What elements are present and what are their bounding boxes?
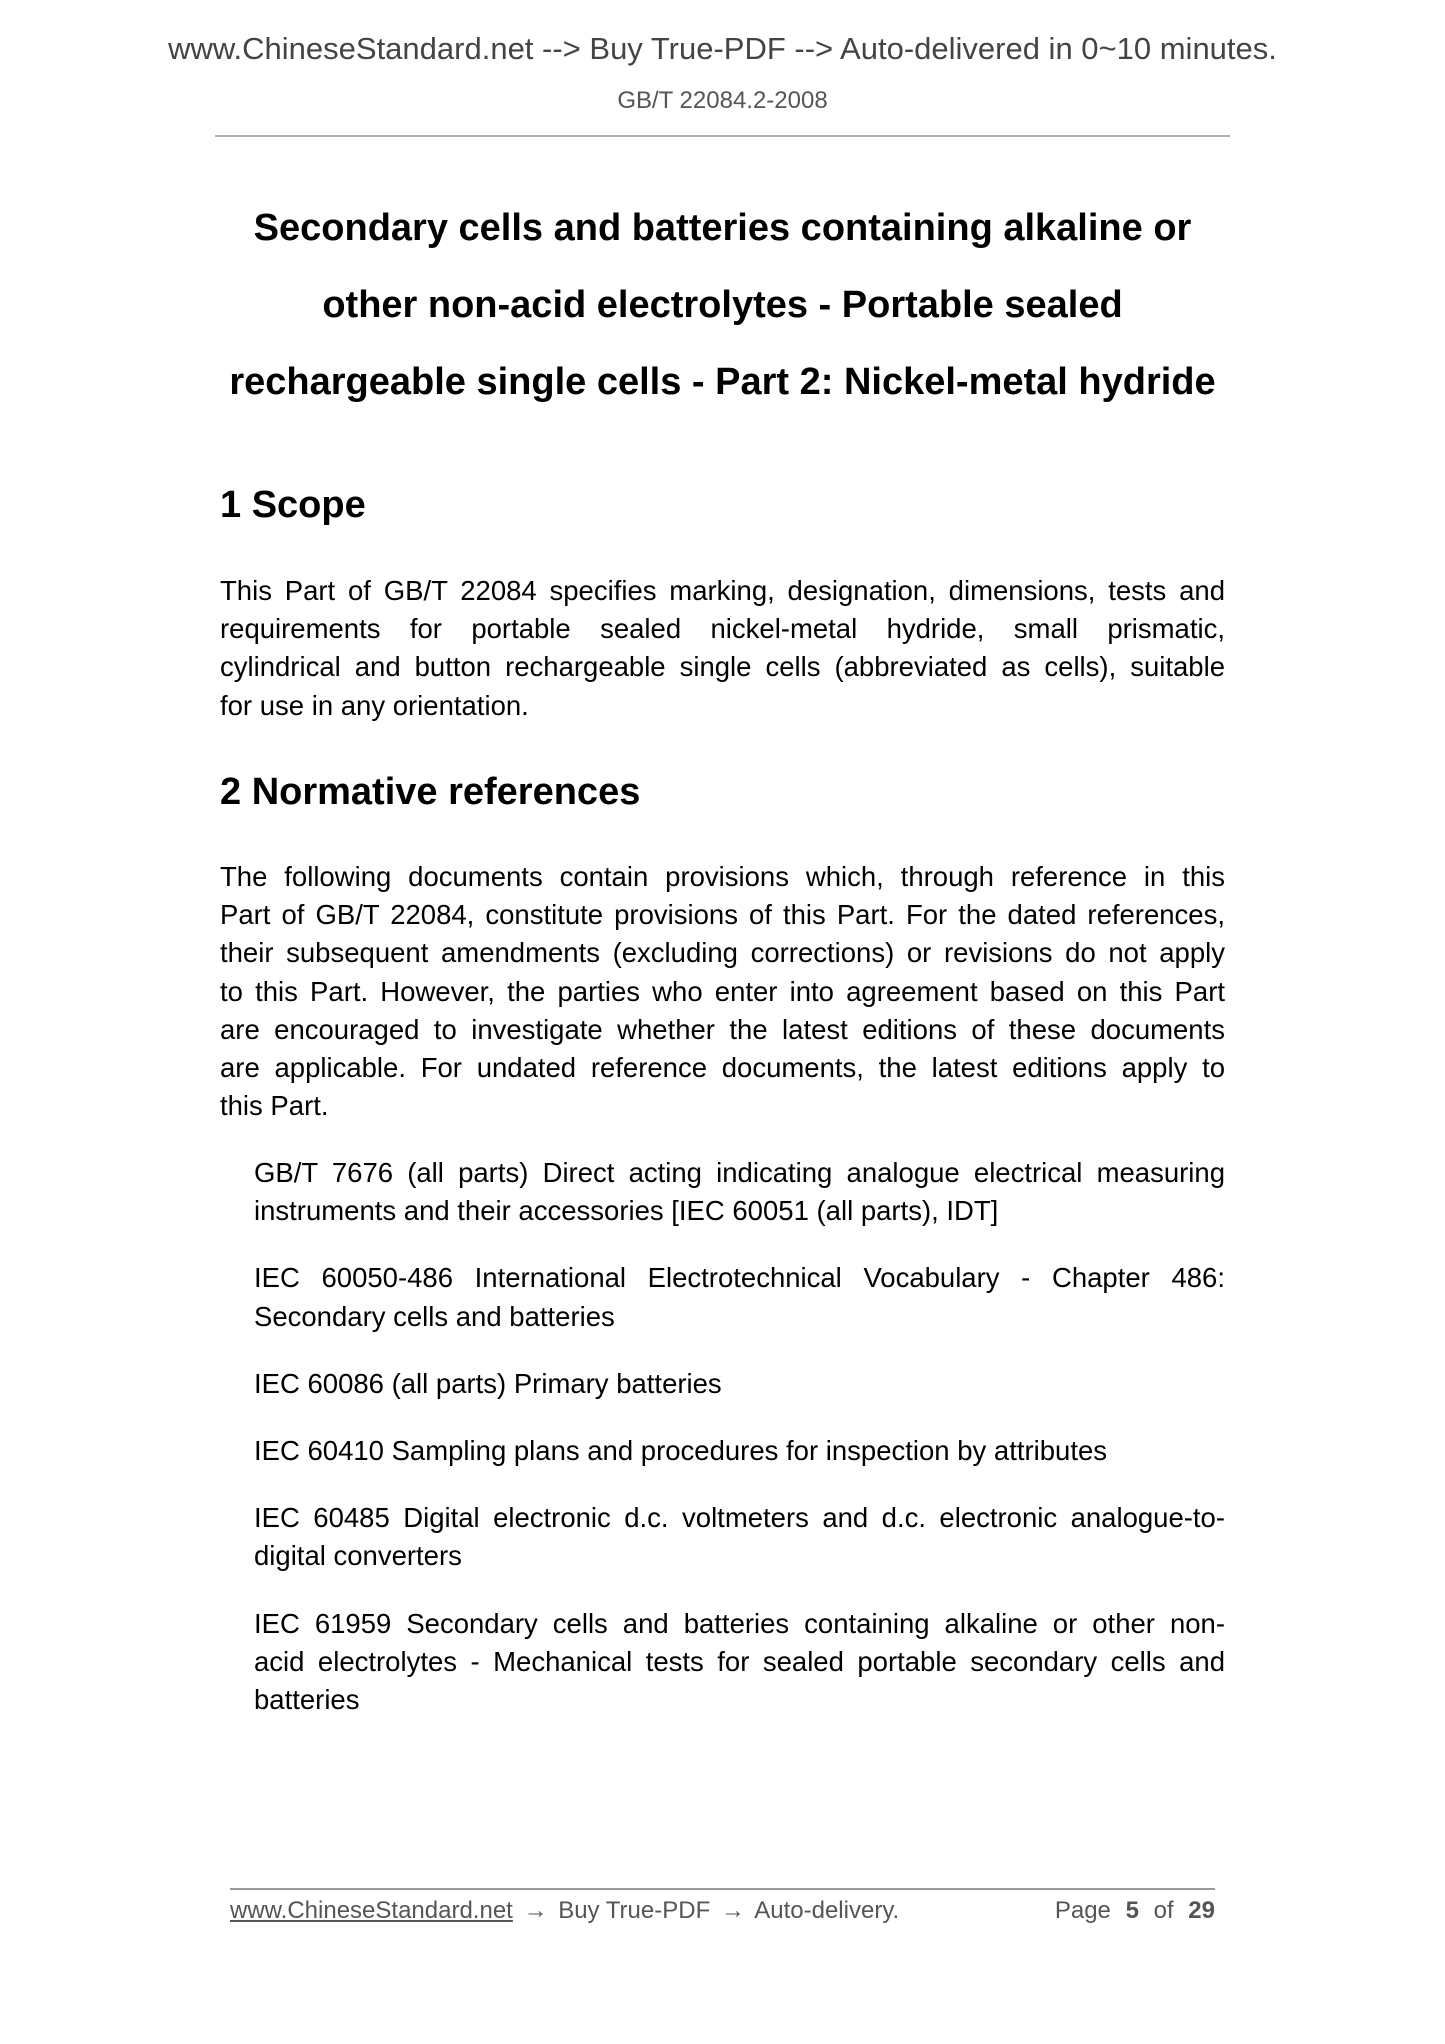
text-line: IEC 60485 Digital electronic d.c. voltmeters and d.c. electronic analogue-to- [254,1502,1225,1534]
text-line: are applicable. For undated reference documents, the latest editions apply to [220,1052,1225,1084]
footer-buy-text: Buy True-PDF [558,1897,711,1924]
text-line: digital converters [254,1540,462,1572]
text-line: for use in any orientation. [220,689,529,721]
page-label: Page [1054,1897,1111,1924]
current-page-number: 5 [1125,1897,1139,1924]
page-of-label: of [1153,1897,1174,1924]
page-indicator [1055,1896,1215,1926]
text-line: cylindrical and button rechargeable single cells (abbreviated as cells), suitable [220,651,1225,683]
text-line: IEC 60086 (all parts) Primary batteries [254,1367,722,1399]
text-line: instruments and their accessories [IEC 60051 (all parts), IDT] [254,1195,999,1227]
normative-references-paragraph [220,858,1225,1125]
text-line: to this Part. However, the parties who enter into agreement based on this Part [220,975,1225,1007]
text-line: IEC 60050-486 International Electrotechnical Vocabulary - Chapter 486: [254,1262,1225,1294]
title-line: other non-acid electrolytes - Portable sealed [322,284,1123,326]
footer-delivery-text: Auto-delivery. [754,1897,900,1924]
reference-item-iec-60050-486 [254,1259,1225,1335]
document-title [220,190,1225,421]
text-line: The following documents contain provisions which, through reference in this [220,861,1225,892]
text-line: requirements for portable sealed nickel-metal hydride, small prismatic, [220,613,1225,645]
text-line: GB/T 7676 (all parts) Direct acting indicating analogue electrical measuring [254,1157,1225,1188]
text-line: batteries [254,1684,360,1716]
text-line: their subsequent amendments (excluding corrections) or revisions do not apply [220,937,1225,969]
text-line: Part of GB/T 22084, constitute provisions of this Part. For the dated references, [220,899,1225,931]
reference-list [254,1154,1225,1748]
reference-item-iec-60485 [254,1499,1225,1575]
reference-item-gbt-7676 [254,1154,1225,1230]
text-line: acid electrolytes - Mechanical tests for sealed portable secondary cells and [254,1645,1225,1677]
text-line: This Part of GB/T 22084 specifies marking, designation, dimensions, tests and [220,575,1225,606]
arrow-right-icon: → [523,1897,548,1924]
text-line: are encouraged to investigate whether the latest editions of these documents [220,1013,1225,1045]
scope-paragraph [220,572,1225,725]
title-line: Secondary cells and batteries containing alkaline or [253,207,1192,249]
text-line: IEC 60410 Sampling plans and procedures for inspection by attributes [254,1435,1108,1467]
footer-divider [230,1888,1215,1890]
text-line: this Part. [220,1090,329,1122]
chinesestandard-link[interactable]: www.ChineseStandard.net [230,1897,513,1924]
reference-item-iec-60086 [254,1365,1225,1403]
text-line: Secondary cells and batteries [254,1300,615,1332]
reference-item-iec-61959 [254,1605,1225,1720]
document-code: GB/T 22084.2-2008 [617,87,828,114]
header-divider [215,135,1230,137]
text-line: IEC 61959 Secondary cells and batteries containing alkaline or other non- [254,1607,1225,1639]
section-heading-normative-references: 2 Normative references [220,771,641,813]
top-banner: www.ChineseStandard.net --> Buy True-PDF --> Auto-delivered in 0~10 minutes. [168,31,1277,66]
arrow-right-icon: → [720,1897,745,1924]
title-line: rechargeable single cells - Part 2: Nickel-metal hydride [229,361,1216,403]
page-footer [230,1896,1215,1926]
total-page-count: 29 [1188,1897,1215,1924]
reference-item-iec-60410 [254,1432,1225,1470]
section-heading-scope: 1 Scope [220,484,366,526]
